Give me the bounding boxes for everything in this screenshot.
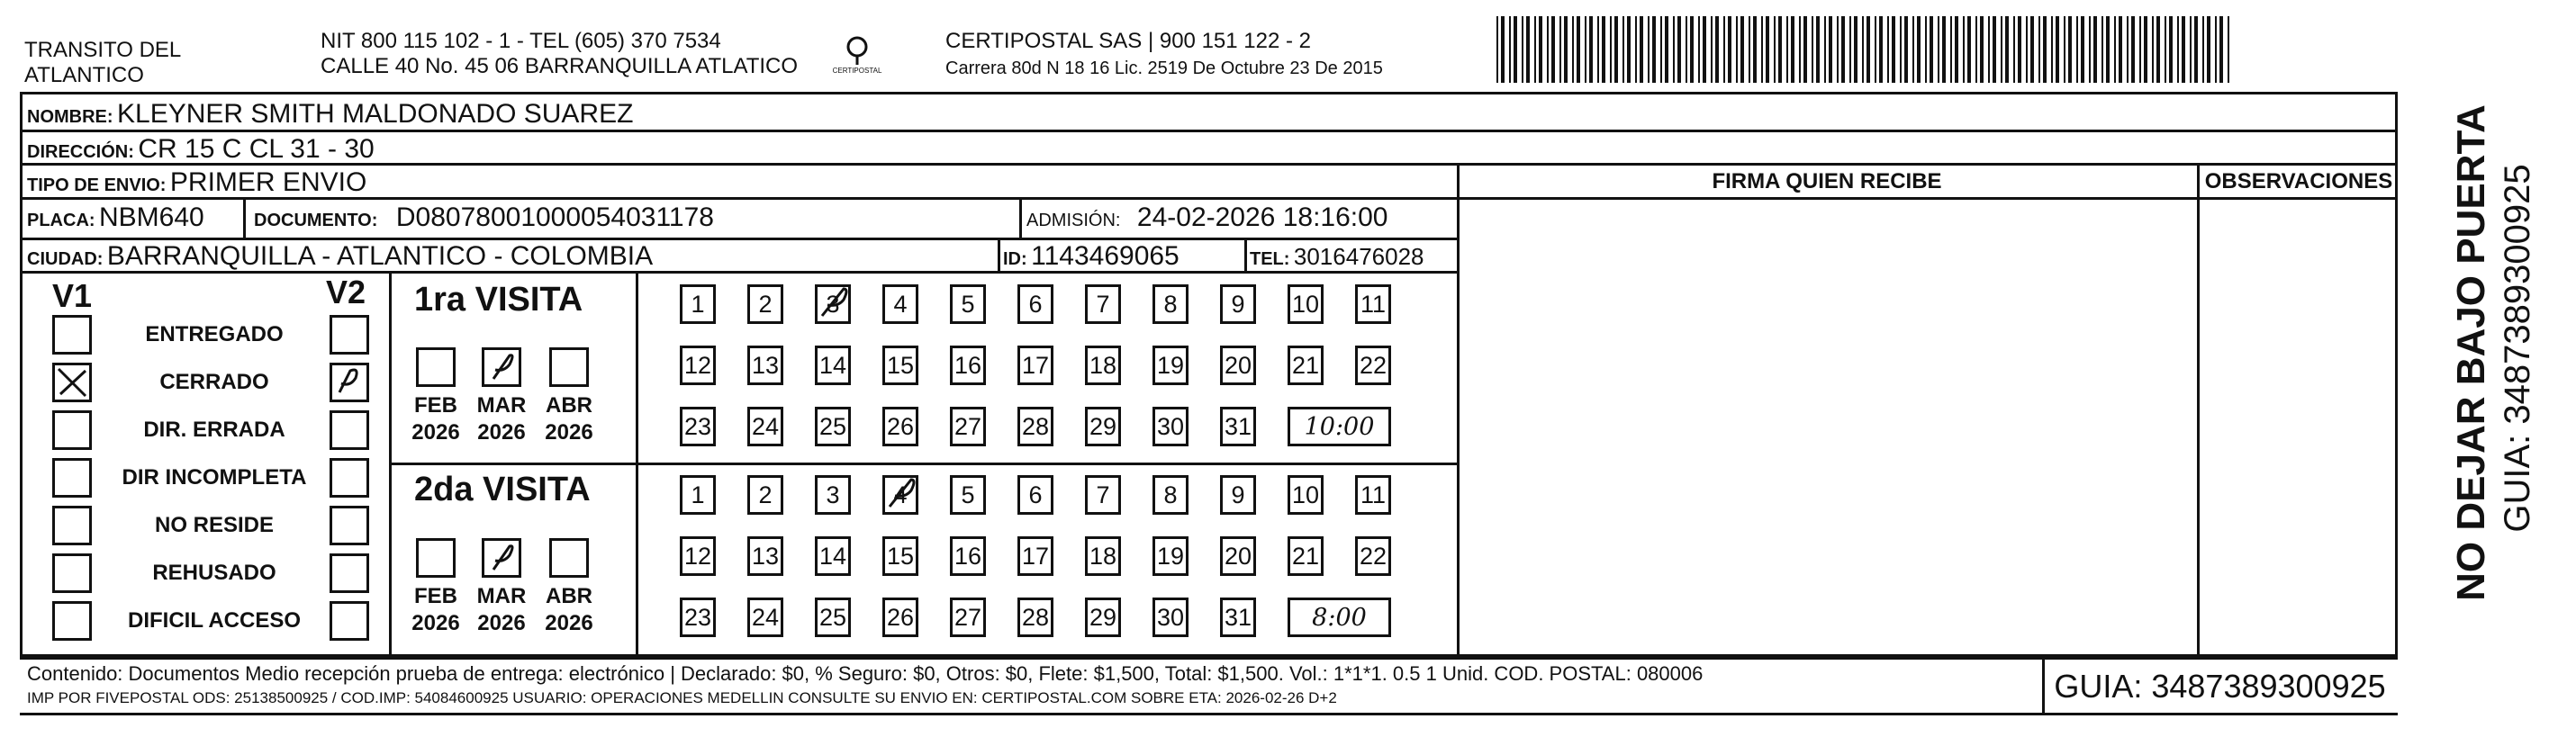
barcode-bar bbox=[1803, 16, 1807, 83]
barcode bbox=[1496, 16, 2235, 83]
nombre-value: KLEYNER SMITH MALDONADO SUAREZ bbox=[117, 99, 634, 129]
barcode-bar bbox=[1950, 16, 1952, 83]
barcode-bar bbox=[1766, 16, 1769, 83]
side-panel bbox=[2404, 92, 2537, 632]
v2-checkbox[interactable] bbox=[330, 315, 369, 355]
col-divider bbox=[243, 197, 246, 238]
imp-line: IMP POR FIVEPOSTAL ODS: 25138500925 / COD.IMP: 54084600925 USUARIO: OPERACIONES MEDELLIN CONSULTE SU ENVIO EN: CERTIPOSTAL.COM SOBRE ETA: 2026-02-26 D+2 bbox=[27, 689, 1337, 706]
barcode-bar bbox=[1564, 16, 1568, 83]
v2-checkbox[interactable] bbox=[330, 601, 369, 641]
first-day-box[interactable]: 15 bbox=[882, 346, 918, 385]
barcode-bar bbox=[2026, 16, 2028, 83]
barcode-bar bbox=[1866, 16, 1870, 83]
barcode-bar bbox=[1980, 16, 1984, 83]
tipo-label: TIPO DE ENVIO: bbox=[27, 175, 167, 195]
direccion-label: DIRECCIÓN: bbox=[27, 142, 134, 162]
second-day-box[interactable]: 21 bbox=[1288, 536, 1324, 576]
first-day-box[interactable]: 3 bbox=[815, 284, 851, 324]
id-value: 1143469065 bbox=[1031, 241, 1180, 271]
barcode-bar bbox=[1761, 16, 1763, 83]
documento-label: DOCUMENTO: bbox=[254, 211, 378, 230]
barcode-bar bbox=[1829, 16, 1832, 83]
v2-header: V2 bbox=[326, 274, 366, 310]
second-day-box[interactable]: 18 bbox=[1085, 536, 1121, 576]
first-day-box[interactable]: 4 bbox=[882, 284, 918, 324]
barcode-bar bbox=[1648, 16, 1650, 83]
barcode-bar bbox=[2182, 16, 2185, 83]
second-day-box[interactable]: 13 bbox=[747, 536, 783, 576]
barcode-bar bbox=[1728, 16, 1731, 83]
id-label: ID: bbox=[1003, 249, 1027, 269]
first-day-box[interactable]: 9 bbox=[1220, 284, 1256, 324]
barcode-bar bbox=[1816, 16, 1820, 83]
col-divider bbox=[1019, 197, 1022, 238]
first-day-box[interactable]: 21 bbox=[1288, 346, 1324, 385]
row-divider bbox=[20, 238, 1457, 240]
barcode-bar bbox=[2119, 16, 2122, 83]
barcode-bar bbox=[1824, 16, 1826, 83]
barcode-bar bbox=[1539, 16, 1542, 83]
barcode-bar bbox=[2106, 16, 2110, 83]
barcode-bar bbox=[2144, 16, 2147, 83]
first-day-box[interactable]: 2 bbox=[747, 284, 783, 324]
barcode-bar bbox=[2043, 16, 2047, 83]
first-day-box[interactable]: 17 bbox=[1017, 346, 1053, 385]
barcode-bar bbox=[1660, 16, 1662, 83]
barcode-bar bbox=[1799, 16, 1801, 83]
barcode-bar bbox=[1572, 16, 1574, 83]
second-day-box[interactable]: 4 bbox=[882, 475, 918, 515]
ciudad-label: CIUDAD: bbox=[27, 249, 104, 269]
first-time-box[interactable]: 10:00 bbox=[1288, 407, 1391, 446]
barcode-bar bbox=[1589, 16, 1593, 83]
row-divider bbox=[389, 463, 1457, 465]
v2-checkbox[interactable] bbox=[330, 458, 369, 498]
barcode-bar bbox=[1988, 16, 1990, 83]
barcode-bar bbox=[1812, 16, 1813, 83]
barcode-bar bbox=[1514, 16, 1517, 83]
reason-label: CERRADO bbox=[159, 370, 269, 394]
second-day-box[interactable]: 25 bbox=[815, 598, 851, 637]
ciudad-row bbox=[27, 241, 653, 272]
placa-value: NBM640 bbox=[99, 202, 204, 232]
barcode-bar bbox=[1837, 16, 1839, 83]
barcode-bar bbox=[2001, 16, 2002, 83]
first-day-box[interactable]: 8 bbox=[1152, 284, 1189, 324]
barcode-bar bbox=[1703, 16, 1706, 83]
second-day-box[interactable]: 9 bbox=[1220, 475, 1256, 515]
barcode-bar bbox=[1665, 16, 1668, 83]
second-month-box-abr[interactable] bbox=[549, 538, 589, 578]
issuer-name bbox=[24, 38, 181, 88]
barcode-bar bbox=[1627, 16, 1631, 83]
barcode-bar bbox=[1635, 16, 1637, 83]
barcode-bar bbox=[2127, 16, 2129, 83]
second-day-box[interactable]: 8 bbox=[1152, 475, 1189, 515]
issuer-contact bbox=[321, 29, 798, 79]
barcode-bar bbox=[1904, 16, 1908, 83]
barcode-bar bbox=[1614, 16, 1618, 83]
barcode-bar bbox=[1849, 16, 1851, 83]
first-day-box[interactable]: 12 bbox=[680, 346, 716, 385]
second-day-box[interactable]: 22 bbox=[1355, 536, 1391, 576]
barcode-bar bbox=[1917, 16, 1921, 83]
second-day-box[interactable]: 6 bbox=[1017, 475, 1053, 515]
barcode-bar bbox=[1955, 16, 1958, 83]
second-day-box[interactable]: 15 bbox=[882, 536, 918, 576]
barcode-bar bbox=[1677, 16, 1681, 83]
barcode-bar bbox=[1711, 16, 1713, 83]
second-month-label: MAR 2026 bbox=[476, 584, 527, 635]
barcode-bar bbox=[2093, 16, 2097, 83]
barcode-bar bbox=[1559, 16, 1561, 83]
barcode-bar bbox=[2013, 16, 2015, 83]
barcode-bar bbox=[1652, 16, 1656, 83]
barcode-bar bbox=[2169, 16, 2173, 83]
row-divider bbox=[1457, 197, 2398, 200]
barcode-bar bbox=[1967, 16, 1971, 83]
reason-label: NO RESIDE bbox=[154, 513, 275, 537]
first-day-box[interactable]: 30 bbox=[1152, 407, 1189, 446]
first-day-box[interactable]: 11 bbox=[1355, 284, 1391, 324]
first-day-box[interactable]: 14 bbox=[815, 346, 851, 385]
first-day-box[interactable]: 13 bbox=[747, 346, 783, 385]
barcode-bar bbox=[2202, 16, 2204, 83]
v2-checkbox[interactable] bbox=[330, 553, 369, 593]
second-month-label: ABR 2026 bbox=[545, 584, 593, 635]
barcode-bar bbox=[1887, 16, 1889, 83]
barcode-bar bbox=[2194, 16, 2198, 83]
first-day-box[interactable]: 23 bbox=[680, 407, 716, 446]
content-line: Contenido: Documentos Medio recepción prueba de entrega: electrónico | Declarado: $0, % Seguro: $0, Otros: $0, Flete: $1,500, Total: $1,500. Vol.: 1*1*1. 0.5 1 Unid. COD. POSTAL: 080006 bbox=[27, 662, 1704, 685]
barcode-bar bbox=[1526, 16, 1530, 83]
barcode-bar bbox=[2081, 16, 2084, 83]
barcode-bar bbox=[2156, 16, 2160, 83]
admision-row bbox=[1026, 202, 1387, 233]
second-day-box[interactable]: 7 bbox=[1085, 475, 1121, 515]
barcode-bar bbox=[1547, 16, 1549, 83]
barcode-bar bbox=[1686, 16, 1687, 83]
first-day-box[interactable]: 26 bbox=[882, 407, 918, 446]
barcode-bar bbox=[1892, 16, 1895, 83]
first-month-box-feb[interactable] bbox=[416, 347, 456, 387]
barcode-bar bbox=[1496, 16, 1498, 83]
issuer-line-1: TRANSITO DEL bbox=[24, 38, 182, 62]
second-day-box[interactable]: 20 bbox=[1220, 536, 1256, 576]
logo-text: CERTIPOSTAL bbox=[832, 67, 882, 75]
barcode-bar bbox=[1900, 16, 1902, 83]
reason-label: REHUSADO bbox=[152, 561, 276, 585]
barcode-bar bbox=[1786, 16, 1788, 83]
barcode-bar bbox=[1912, 16, 1914, 83]
second-day-box[interactable]: 17 bbox=[1017, 536, 1053, 576]
second-time-box[interactable]: 8:00 bbox=[1288, 598, 1391, 637]
row-divider bbox=[20, 130, 2398, 132]
barcode-bar bbox=[1640, 16, 1643, 83]
documento-value: D08078001000054031178 bbox=[395, 202, 714, 232]
barcode-bar bbox=[2165, 16, 2166, 83]
first-day-box[interactable]: 19 bbox=[1152, 346, 1189, 385]
certipostal-logo bbox=[821, 31, 893, 85]
first-day-box[interactable]: 29 bbox=[1085, 407, 1121, 446]
reason-label: DIFICIL ACCESO bbox=[127, 608, 301, 633]
second-day-box[interactable]: 1 bbox=[680, 475, 716, 515]
barcode-bar bbox=[2219, 16, 2223, 83]
barcode-bar bbox=[2139, 16, 2141, 83]
admision-label: ADMISIÓN: bbox=[1026, 211, 1121, 230]
first-month-label: ABR 2026 bbox=[545, 393, 593, 445]
barcode-bar bbox=[1778, 16, 1782, 83]
barcode-bar bbox=[1791, 16, 1794, 83]
barcode-bar bbox=[2005, 16, 2009, 83]
v2-checkbox[interactable] bbox=[330, 506, 369, 545]
barcode-bar bbox=[1610, 16, 1612, 83]
first-day-box[interactable]: 22 bbox=[1355, 346, 1391, 385]
barcode-bar bbox=[1930, 16, 1933, 83]
barcode-bar bbox=[1602, 16, 1605, 83]
placa-label: PLACA: bbox=[27, 211, 95, 230]
barcode-bar bbox=[1723, 16, 1725, 83]
v2-checkbox[interactable] bbox=[330, 410, 369, 450]
barcode-bar bbox=[1740, 16, 1744, 83]
second-month-box-feb[interactable] bbox=[416, 538, 456, 578]
company-info bbox=[945, 29, 1383, 79]
second-month-box-mar[interactable] bbox=[482, 538, 521, 578]
col-divider bbox=[998, 238, 1000, 271]
second-day-box[interactable]: 23 bbox=[680, 598, 716, 637]
barcode-bar bbox=[2076, 16, 2078, 83]
second-day-box[interactable]: 30 bbox=[1152, 598, 1189, 637]
barcode-bar bbox=[2068, 16, 2072, 83]
barcode-bar bbox=[1585, 16, 1586, 83]
side-guia: GUIA: 3487389300925 bbox=[2498, 164, 2537, 533]
barcode-bar bbox=[2018, 16, 2021, 83]
first-day-box[interactable]: 16 bbox=[950, 346, 986, 385]
address-line: CALLE 40 No. 45 06 BARRANQUILLA ATLATICO bbox=[321, 54, 799, 78]
barcode-bar bbox=[1509, 16, 1511, 83]
col-divider bbox=[1244, 238, 1247, 271]
nombre-row bbox=[27, 99, 633, 130]
barcode-bar bbox=[2064, 16, 2065, 83]
direccion-row bbox=[27, 134, 375, 165]
first-day-box[interactable]: 1 bbox=[680, 284, 716, 324]
barcode-bar bbox=[1534, 16, 1536, 83]
second-day-box[interactable]: 14 bbox=[815, 536, 851, 576]
first-month-box-abr[interactable] bbox=[549, 347, 589, 387]
barcode-bar bbox=[1862, 16, 1864, 83]
barcode-bar bbox=[2131, 16, 2135, 83]
first-day-box[interactable]: 31 bbox=[1220, 407, 1256, 446]
barcode-bar bbox=[1622, 16, 1624, 83]
second-day-box[interactable]: 2 bbox=[747, 475, 783, 515]
barcode-bar bbox=[2190, 16, 2192, 83]
first-day-box[interactable]: 18 bbox=[1085, 346, 1121, 385]
barcode-bar bbox=[1854, 16, 1857, 83]
barcode-bar bbox=[1522, 16, 1523, 83]
barcode-bar bbox=[2207, 16, 2210, 83]
company-line: CERTIPOSTAL SAS | 900 151 122 - 2 bbox=[945, 29, 1311, 53]
col-divider bbox=[1457, 163, 1460, 657]
first-month-label: MAR 2026 bbox=[476, 393, 527, 445]
barcode-bar bbox=[1673, 16, 1675, 83]
barcode-bar bbox=[1942, 16, 1946, 83]
first-day-box[interactable]: 20 bbox=[1220, 346, 1256, 385]
second-day-box[interactable]: 29 bbox=[1085, 598, 1121, 637]
reason-label: ENTREGADO bbox=[145, 322, 284, 346]
first-month-label: FEB 2026 bbox=[411, 393, 460, 445]
row-divider bbox=[20, 657, 2398, 660]
barcode-bar bbox=[2089, 16, 2091, 83]
observaciones-header: OBSERVACIONES bbox=[2204, 169, 2393, 193]
first-day-box[interactable]: 28 bbox=[1017, 407, 1053, 446]
first-day-box[interactable]: 10 bbox=[1288, 284, 1324, 324]
barcode-bar bbox=[2101, 16, 2103, 83]
barcode-bar bbox=[2228, 16, 2229, 83]
reason-label: DIR. ERRADA bbox=[143, 418, 285, 442]
tel-label: TEL: bbox=[1250, 249, 1290, 269]
second-day-box[interactable]: 5 bbox=[950, 475, 986, 515]
barcode-bar bbox=[1736, 16, 1738, 83]
placa-row bbox=[27, 202, 204, 233]
barcode-bar bbox=[1963, 16, 1965, 83]
second-day-box[interactable]: 12 bbox=[680, 536, 716, 576]
col-divider bbox=[2197, 163, 2200, 657]
row-divider bbox=[20, 713, 2398, 715]
first-day-box[interactable]: 7 bbox=[1085, 284, 1121, 324]
barcode-bar bbox=[2051, 16, 2053, 83]
second-day-box[interactable]: 10 bbox=[1288, 475, 1324, 515]
nombre-label: NOMBRE: bbox=[27, 107, 113, 127]
first-day-box[interactable]: 24 bbox=[747, 407, 783, 446]
second-day-box[interactable]: 3 bbox=[815, 475, 851, 515]
barcode-bar bbox=[2114, 16, 2116, 83]
barcode-bar bbox=[1938, 16, 1939, 83]
barcode-bar bbox=[1753, 16, 1757, 83]
barcode-bar bbox=[2177, 16, 2179, 83]
admision-value: 24-02-2026 18:16:00 bbox=[1136, 202, 1388, 232]
barcode-bar bbox=[1774, 16, 1776, 83]
documento-row bbox=[254, 202, 714, 233]
barcode-bar bbox=[1551, 16, 1555, 83]
first-day-box[interactable]: 27 bbox=[950, 407, 986, 446]
first-day-box[interactable]: 5 bbox=[950, 284, 986, 324]
issuer-line-2: ATLANTICO bbox=[24, 63, 144, 87]
barcode-bar bbox=[1993, 16, 1996, 83]
second-day-box[interactable]: 27 bbox=[950, 598, 986, 637]
license-line: Carrera 80d N 18 16 Lic. 2519 De Octubre 23 De 2015 bbox=[945, 58, 1383, 78]
second-day-box[interactable]: 16 bbox=[950, 536, 986, 576]
firma-header: FIRMA QUIEN RECIBE bbox=[1712, 169, 1942, 193]
barcode-bar bbox=[2038, 16, 2040, 83]
second-day-box[interactable]: 24 bbox=[747, 598, 783, 637]
id-row bbox=[1003, 241, 1180, 272]
tipo-row bbox=[27, 167, 366, 198]
second-day-box[interactable]: 26 bbox=[882, 598, 918, 637]
first-month-box-mar[interactable] bbox=[482, 347, 521, 387]
barcode-bar bbox=[1841, 16, 1845, 83]
barcode-bar bbox=[2215, 16, 2217, 83]
barcode-bar bbox=[1879, 16, 1883, 83]
second-day-box[interactable]: 31 bbox=[1220, 598, 1256, 637]
second-day-box[interactable]: 28 bbox=[1017, 598, 1053, 637]
first-day-box[interactable]: 6 bbox=[1017, 284, 1053, 324]
barcode-bar bbox=[1690, 16, 1694, 83]
footer-guia: GUIA: 3487389300925 bbox=[2054, 668, 2386, 705]
barcode-bar bbox=[1597, 16, 1599, 83]
barcode-bar bbox=[1715, 16, 1719, 83]
v2-checkbox[interactable] bbox=[330, 363, 369, 402]
barcode-bar bbox=[2056, 16, 2059, 83]
tel-value: 3016476028 bbox=[1293, 243, 1424, 270]
second-day-box[interactable]: 19 bbox=[1152, 536, 1189, 576]
second-day-box[interactable]: 11 bbox=[1355, 475, 1391, 515]
first-visit-title: 1ra VISITA bbox=[414, 281, 583, 319]
second-visit-title: 2da VISITA bbox=[414, 471, 591, 508]
row-divider bbox=[20, 163, 2398, 166]
barcode-bar bbox=[1501, 16, 1505, 83]
tel-row bbox=[1250, 243, 1424, 271]
reason-label: DIR INCOMPLETA bbox=[122, 465, 307, 490]
barcode-bar bbox=[1975, 16, 1977, 83]
barcode-bar bbox=[2152, 16, 2154, 83]
barcode-bar bbox=[1925, 16, 1927, 83]
barcode-bar bbox=[1577, 16, 1580, 83]
ciudad-value: BARRANQUILLA - ATLANTICO - COLOMBIA bbox=[106, 241, 654, 271]
barcode-bar bbox=[2030, 16, 2034, 83]
barcode-bar bbox=[1875, 16, 1876, 83]
v1-header: V1 bbox=[52, 277, 93, 314]
no-dejar-bajo-puerta: NO DEJAR BAJO PUERTA bbox=[2449, 104, 2493, 601]
tipo-value: PRIMER ENVIO bbox=[169, 167, 367, 197]
nit-line: NIT 800 115 102 - 1 - TEL (605) 370 7534 bbox=[321, 29, 721, 53]
first-day-box[interactable]: 25 bbox=[815, 407, 851, 446]
barcode-bar bbox=[1749, 16, 1750, 83]
direccion-value: CR 15 C CL 31 - 30 bbox=[138, 134, 375, 164]
barcode-bar bbox=[1698, 16, 1700, 83]
second-month-label: FEB 2026 bbox=[411, 584, 460, 635]
